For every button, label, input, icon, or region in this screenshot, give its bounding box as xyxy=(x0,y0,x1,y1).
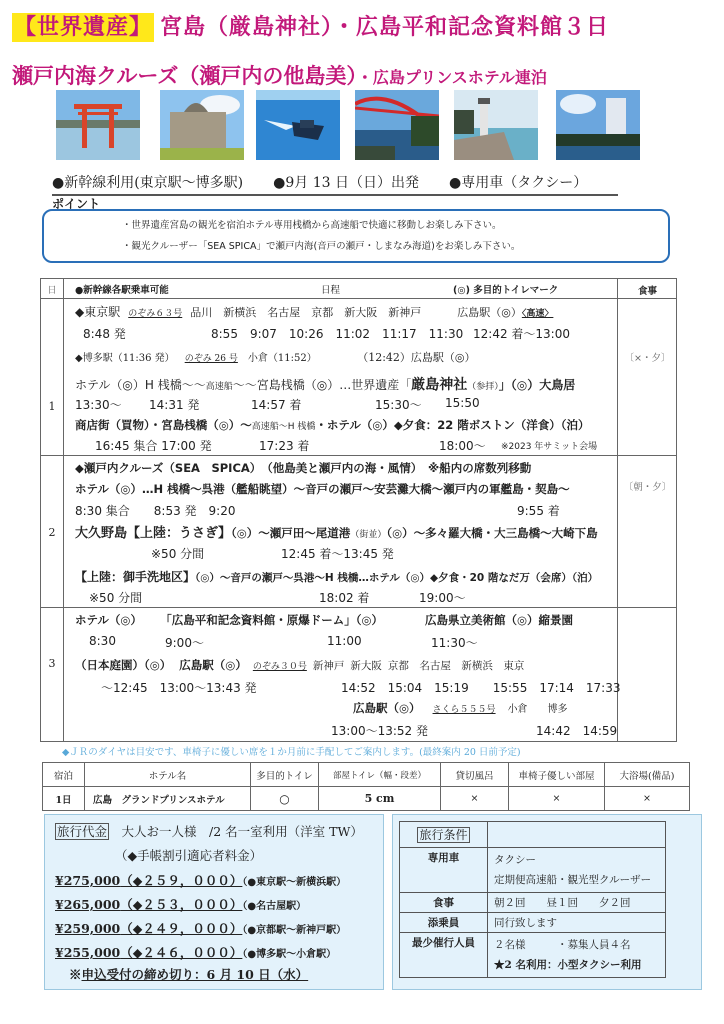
time: 8:48 発 xyxy=(83,327,126,341)
point-box xyxy=(42,209,670,263)
header-meal: 食事 xyxy=(637,286,657,297)
day2-line4: 大久野島【上陸：うさぎ】（◎）～瀬戸田～尾道港（街並）（◎）～多々羅大橋・大三島橋～大崎下島 xyxy=(75,526,598,541)
train-name: のぞみ６３号 xyxy=(128,309,183,319)
title-text: 宮島（厳島神社）・広島平和記念資料館３日 xyxy=(160,15,610,40)
price-label: 旅行代金 xyxy=(57,824,108,839)
time: 9:55 着 xyxy=(517,504,560,518)
header-note: ●新幹線各駅乗車可能 xyxy=(75,285,169,296)
time: 14:52 15:04 15:19 15:55 17:14 17:33 xyxy=(341,681,621,695)
day2-line2: ホテル（◎）…H 桟橋～呉港（艦船眺望）～音戸の瀬戸～安芸灘大橋～瀬戸内の軍艦島・契島～ xyxy=(75,482,570,496)
departure-date: ●9月 13 日（日）出発 xyxy=(273,175,419,191)
schedule-table xyxy=(40,278,677,742)
jr-timetable-note: ◆ＪＲのダイヤは目安です、車椅子に優しい席を１か月前に手配してご案内します。(最終案内 20 日前予定) xyxy=(62,747,521,758)
train-name: のぞみ３０号 xyxy=(252,662,307,672)
condition-row: 最少催行人員 ２名様 ・募集人員４名 ★2 名利用：小型タクシー利用 xyxy=(400,933,666,978)
day2-line6: 【上陸：御手洗地区】（◎）～音戸の瀬戸～呉港～H 桟橋…ホテル（◎）◆夕食・20 階なだ万（会席）（泊） xyxy=(75,570,599,584)
header-schedule: 日程 xyxy=(321,285,341,296)
time: 16:45 集合 17:00 発 xyxy=(95,439,212,453)
day-number: 2 xyxy=(48,526,56,539)
time: 15:30～ xyxy=(375,398,422,412)
time: 15:50 xyxy=(445,396,480,410)
time: 9:00～ xyxy=(165,636,204,650)
cell: × xyxy=(605,787,690,811)
torii-gate-photo xyxy=(56,90,140,160)
header-cell: 大浴場(備品) xyxy=(605,763,690,787)
point-heading: ポイント xyxy=(52,197,101,211)
time: 14:57 着 xyxy=(251,398,302,412)
header-cell: 貸切風呂 xyxy=(441,763,509,787)
trip-summary-line xyxy=(52,172,618,196)
time: 8:30 集合 8:53 発 9:20 xyxy=(75,504,236,518)
day-number: 1 xyxy=(48,400,56,413)
price-box xyxy=(44,814,384,990)
time: 18:00～ xyxy=(439,439,486,453)
time: 8:30 xyxy=(89,634,116,648)
day3-line3: （日本庭園）（◎） 広島駅（◎） のぞみ３０号 新神戸 新大阪 京都 名古屋 新横浜 東京 xyxy=(75,658,525,672)
header-cell: 車椅子優しい部屋 xyxy=(509,763,605,787)
time: 19:00～ xyxy=(419,591,466,605)
time: ※50 分間 xyxy=(151,547,205,561)
header-cell: 多目的トイレ xyxy=(251,763,319,787)
time: ～12:45 13:00～13:43 発 xyxy=(101,681,257,695)
time: 14:31 発 xyxy=(149,398,200,412)
time: 13:00～13:52 発 xyxy=(331,724,428,738)
cell: 5 cm xyxy=(319,787,441,811)
hotel-table xyxy=(42,762,690,811)
hotel-table-row xyxy=(43,787,690,811)
atomic-dome-photo xyxy=(160,90,244,160)
world-heritage-badge: 【世界遺産】 xyxy=(14,15,153,40)
hotel-tower-photo xyxy=(556,90,640,160)
day2-line1: ◆瀬戸内クルーズ（SEA SPICA） （他島美と瀬戸内の海・風情） ※船内の席数列移動 xyxy=(75,461,532,475)
title-line-2 xyxy=(12,60,547,90)
day1-line4: ホテル（◎）H 桟橋～～高速船～～宮島桟橋（◎）…世界遺産「厳島神社（参拝）」（◎）大鳥居 xyxy=(75,377,576,393)
title-line-2-sub: ・広島プリンスホテル連泊 xyxy=(356,68,547,87)
cell: × xyxy=(441,787,509,811)
day1-line1: ◆東京駅 のぞみ６３号 品川 新横浜 名古屋 京都 新大阪 新神戸 広島駅（◎）〈高速〉 xyxy=(75,305,554,319)
discount-note: （◆手帳割引適応者料金） xyxy=(115,848,263,863)
conditions-table xyxy=(399,821,666,978)
time: 14:42 14:59 xyxy=(536,724,618,738)
day-meal: 〔×・夕〕 xyxy=(624,353,671,364)
time: 11:30～ xyxy=(431,636,478,650)
day1-line6: 商店街（買物）・宮島桟橋（◎）～高速船～H 桟橋・ホテル（◎）◆夕食：22 階ボストン（洋食）（泊） xyxy=(75,418,590,432)
title-line-2-main: 瀬戸内海クルーズ（瀬戸内の他島美） xyxy=(12,64,357,88)
conditions-box xyxy=(392,814,702,990)
day-meal: 〔朝・夕〕 xyxy=(623,482,672,493)
price-basis: 大人お一人様 /2 名一室利用（洋室 TW） xyxy=(121,824,363,839)
train-name: のぞみ 26 号 xyxy=(184,354,238,364)
private-car-info: ●専用車（タクシー） xyxy=(448,175,588,191)
point-item: ・世界遺産宮島の観光を宿泊ホテル専用桟橋から高速船で快適に移動しお楽しみ下さい。 xyxy=(122,220,502,231)
time: 12:42 着～13:00 xyxy=(473,327,570,341)
time: ※50 分間 xyxy=(89,591,143,605)
hotel-name: 広島 グランドプリンスホテル xyxy=(85,787,251,811)
price-row: ¥275,000（◆２５９，０００）（●東京駅～新横浜駅） xyxy=(55,873,347,888)
time: 8:55 9:07 10:26 11:02 11:17 11:30 xyxy=(211,327,464,341)
day1-line3: ◆博多駅（11:36 発） のぞみ 26 号 小倉（11:52） （12:42）広島駅（◎） xyxy=(75,351,476,364)
condition-row: 添乗員 同行致します xyxy=(400,913,666,933)
time: 17:23 着 xyxy=(259,439,310,453)
hotel-table-header xyxy=(43,763,690,787)
cell: ○ xyxy=(251,787,319,811)
time: 12:45 着～13:45 発 xyxy=(281,547,394,561)
header-cell: ホテル名 xyxy=(85,763,251,787)
conditions-label: 旅行条件 xyxy=(419,828,468,842)
day3-line1: ホテル（◎） 「広島平和記念資料館・原爆ドーム」（◎） 広島県立美術館（◎）縮景園 xyxy=(75,613,574,627)
header-day: 日 xyxy=(47,286,57,296)
header-toilet-mark: (◎) 多目的トイレマーク xyxy=(453,285,559,296)
price-row: ¥265,000（◆２５３，０００）（●名古屋駅） xyxy=(55,897,307,912)
deadline: ※申込受付の締め切り：6 月 10 日（水） xyxy=(69,967,309,982)
day-number: 3 xyxy=(48,657,56,670)
time: 18:02 着 xyxy=(319,591,370,605)
day3-line5: 広島駅（◎） さくら５５５号 小倉 博多 xyxy=(353,701,568,715)
time: 13:30～ xyxy=(75,398,122,412)
point-item: ・観光クルーザー「SEA SPICA」で瀬戸内海(音戸の瀬戸・しまなみ海道)をお楽しみ下さい。 xyxy=(122,241,521,252)
summit-note: ※2023 年サミット会場 xyxy=(501,442,598,452)
time: 11:00 xyxy=(327,634,362,648)
speedboat-photo xyxy=(256,90,340,160)
cell: 1日 xyxy=(43,787,85,811)
train-name: さくら５５５号 xyxy=(432,705,496,715)
shinkansen-info: ●新幹線利用(東京駅～博多駅) xyxy=(52,175,244,191)
lighthouse-photo xyxy=(454,90,538,160)
condition-row: 食事 朝２回 昼１回 夕２回 xyxy=(400,893,666,913)
cell: × xyxy=(509,787,605,811)
title-line-1 xyxy=(12,10,609,41)
price-row: ¥259,000（◆２４９，０００）（●京都駅～新神戸駅） xyxy=(55,921,347,936)
header-cell: 部屋トイレ（幅・段差） xyxy=(319,763,441,787)
condition-row: 専用車 タクシー 定期便高速船・観光型クルーザー xyxy=(400,848,666,893)
price-row: ¥255,000（◆２４６，０００）（●博多駅～小倉駅） xyxy=(55,945,337,960)
header-cell: 宿泊 xyxy=(43,763,85,787)
red-bridge-photo xyxy=(355,90,439,160)
